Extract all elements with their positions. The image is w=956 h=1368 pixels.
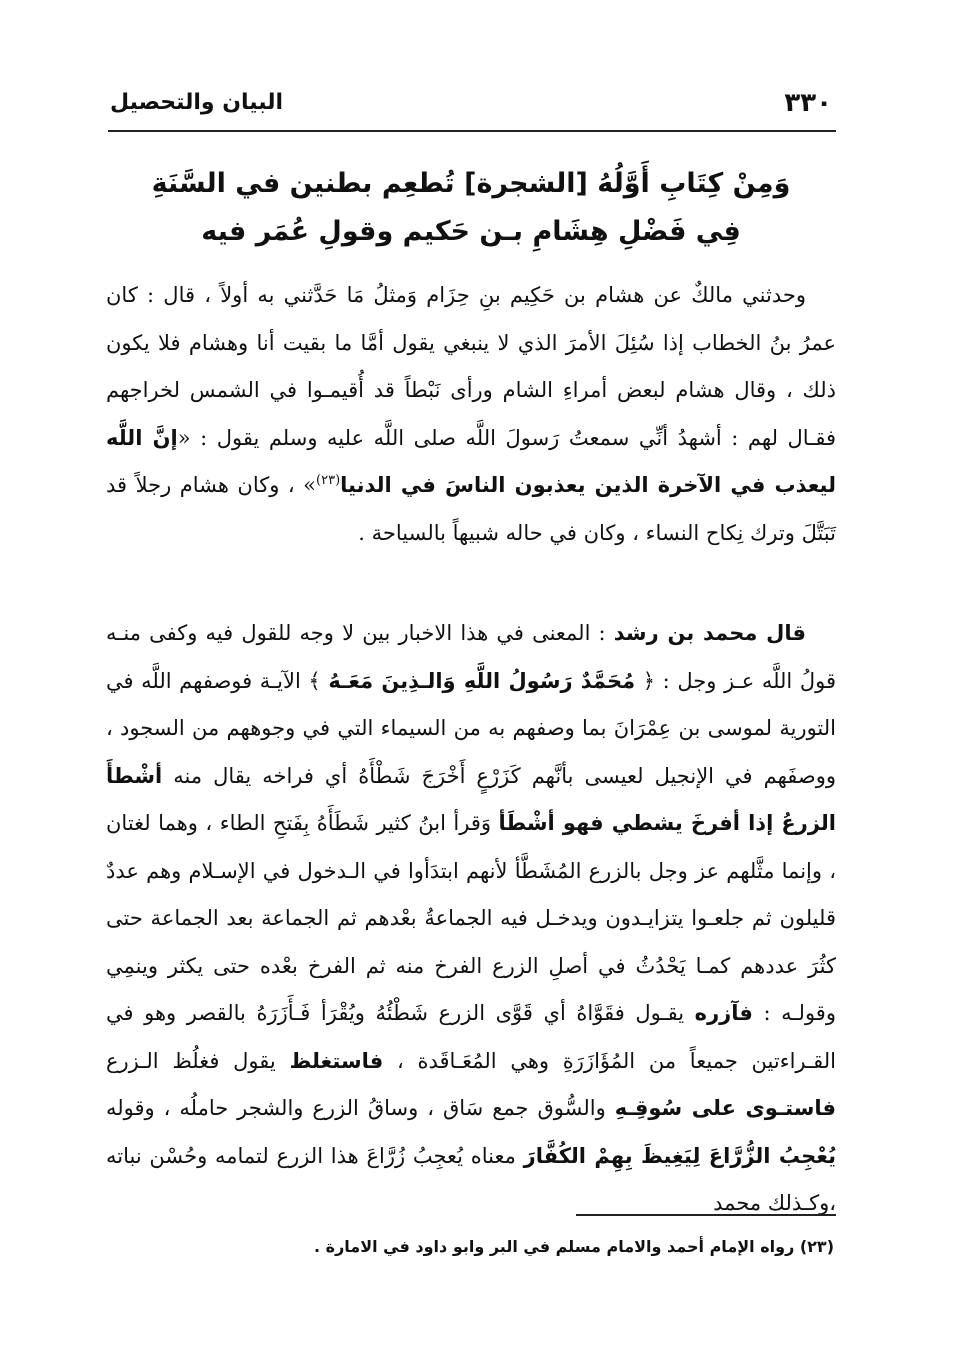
footnote-reference[interactable]: (٢٣)	[316, 473, 341, 488]
footnote-divider	[576, 1214, 836, 1216]
paragraph-text: : المعنى في هذا الاخبار بين لا وجه للقول فيه وكفى منـه قولُ اللَّه عـز وجل : ﴿	[106, 621, 837, 693]
footnote: (٢٣) رواه الإمام أحمد والامام مسلم في البر وابو داود في الامارة .	[313, 1237, 834, 1256]
speaker-name: قال محمد بن رشد	[613, 621, 806, 645]
paragraph-text: يقول فغلُظ الـزرع	[106, 1048, 276, 1073]
bold-phrase: فاستغلظ	[289, 1048, 384, 1073]
chapter-heading	[110, 160, 832, 256]
chapter-heading-line-2: فِي فَضْلِ هِشَامِ بـن حَكيم وقولِ عُمَر فيه	[201, 216, 741, 247]
paragraph-text: معناه يُعجِبُ زُرَّاعَ هذا الزرع لتمامه وحُسْن نباته ،وكـذلك محمد	[106, 1143, 836, 1215]
paragraph-text: وَقرأ ابنُ كثير شَطَأَهُ بِفَتحِ الطاء ، وهما لغتان ، وإنما مثَّلهم عز وجل بالزرع المُشَطَّأ لأنهم ابتدَأوا في الـدخول في الإسـلام وهم عددٌ قليلون ثم جلعـوا يتزايـدون ويدخـل فيه الجماعةُ بعْدهم ثم الجماعة بعد الجماعة حتى كثُرَ عددهم كمـا يَحْدُثُ في أصلِ الزرع الفرخ منه ثم الفرخ بعْده حتى يكثر وينمِي وقولـه :	[106, 811, 836, 1025]
paragraph-text: وحدثني مالكٌ عن هشام بن حَكِيم بنِ حِزَام وَمثلُ مَا حَدَّثني به أولاً ، قال : كان عمرُ بنُ الخطاب إذا سُئِلَ الأمرَ الذي لا ينبغي يقول أمَّا ما بقيت أنا وهشام فلا يكون ذلك ، وقال هشام لبعض أمراءِ الشام ورأى نَبْطاً قد أُقيمـوا في الشمس لخراجهم فقـال لهم : أشهدُ أنِّي سمعتُ رَسولَ اللَّه صلى اللَّه عليه وسلم يقول : «	[106, 283, 836, 450]
bold-phrase: فآزره	[694, 1001, 753, 1025]
bold-phrase: فاستـوى على سُوقِـهِ	[614, 1096, 836, 1120]
paragraph-text: ﴾ الآيـة فوصفهم اللَّه في التورية لموسى بن عِمْرَانَ بما وصفهم به من السيماء التي في وجوههم من السجود ، ووصفَهم في الإنجيل لعيسى بأنَّهم كَزَرْعٍ أَخْرَجَ شَطْأَهُ أي فراخه يقال منه	[106, 668, 836, 788]
paragraph-commentary	[106, 610, 836, 1228]
running-header	[110, 88, 832, 128]
hadith-quote: إنَّ اللَّه ليعذب في الآخرة الذين يعذبون الناسَ في الدنيا	[106, 425, 837, 497]
paragraph-text: » ، وكان هشام رجلاً قد تَبَتَّلَ وترك نِكاح النساء ، وكان في حاله شبيهاً بالسياحة .	[106, 473, 836, 545]
paragraph-text: والسُّوق جمع سَاق ، وساقُ الزرع والشجر حاملُه ، وقوله	[106, 1096, 606, 1120]
chapter-heading-line-1: وَمِنْ كِتَابِ أَوَّلُهُ [الشجرة] تُطعِم بطنين في السَّنَةِ	[151, 168, 791, 199]
quran-verse: مُحَمَّدٌ رَسُولُ اللَّهِ وَالـذِينَ مَعَـهُ	[328, 668, 636, 693]
page-number: ٣٣٠	[784, 88, 832, 118]
header-divider	[108, 130, 836, 132]
bold-phrase: أشْطأَ الزرعُ إذا أفرخَ يشطي فهو أشْطَأ	[106, 763, 836, 835]
paragraph-text: يقـول فقَوَّاهُ أي قَوَّى الزرع شَطْئُهُ ويُقْرَأ فَـأَزَرَهُ بالقصر وهو في القـراءتين جميعاً من المُؤَازَرَةِ وهي المُعَـاقَدة ،	[106, 1001, 836, 1073]
paragraph-hadith	[106, 272, 836, 557]
bold-phrase: يُعْجِبُ الزُّرَّاعَ لِيَغِيظَ بِهِمْ الكُفَّارَ	[523, 1143, 836, 1168]
running-title: البيان والتحصيل	[110, 90, 284, 115]
